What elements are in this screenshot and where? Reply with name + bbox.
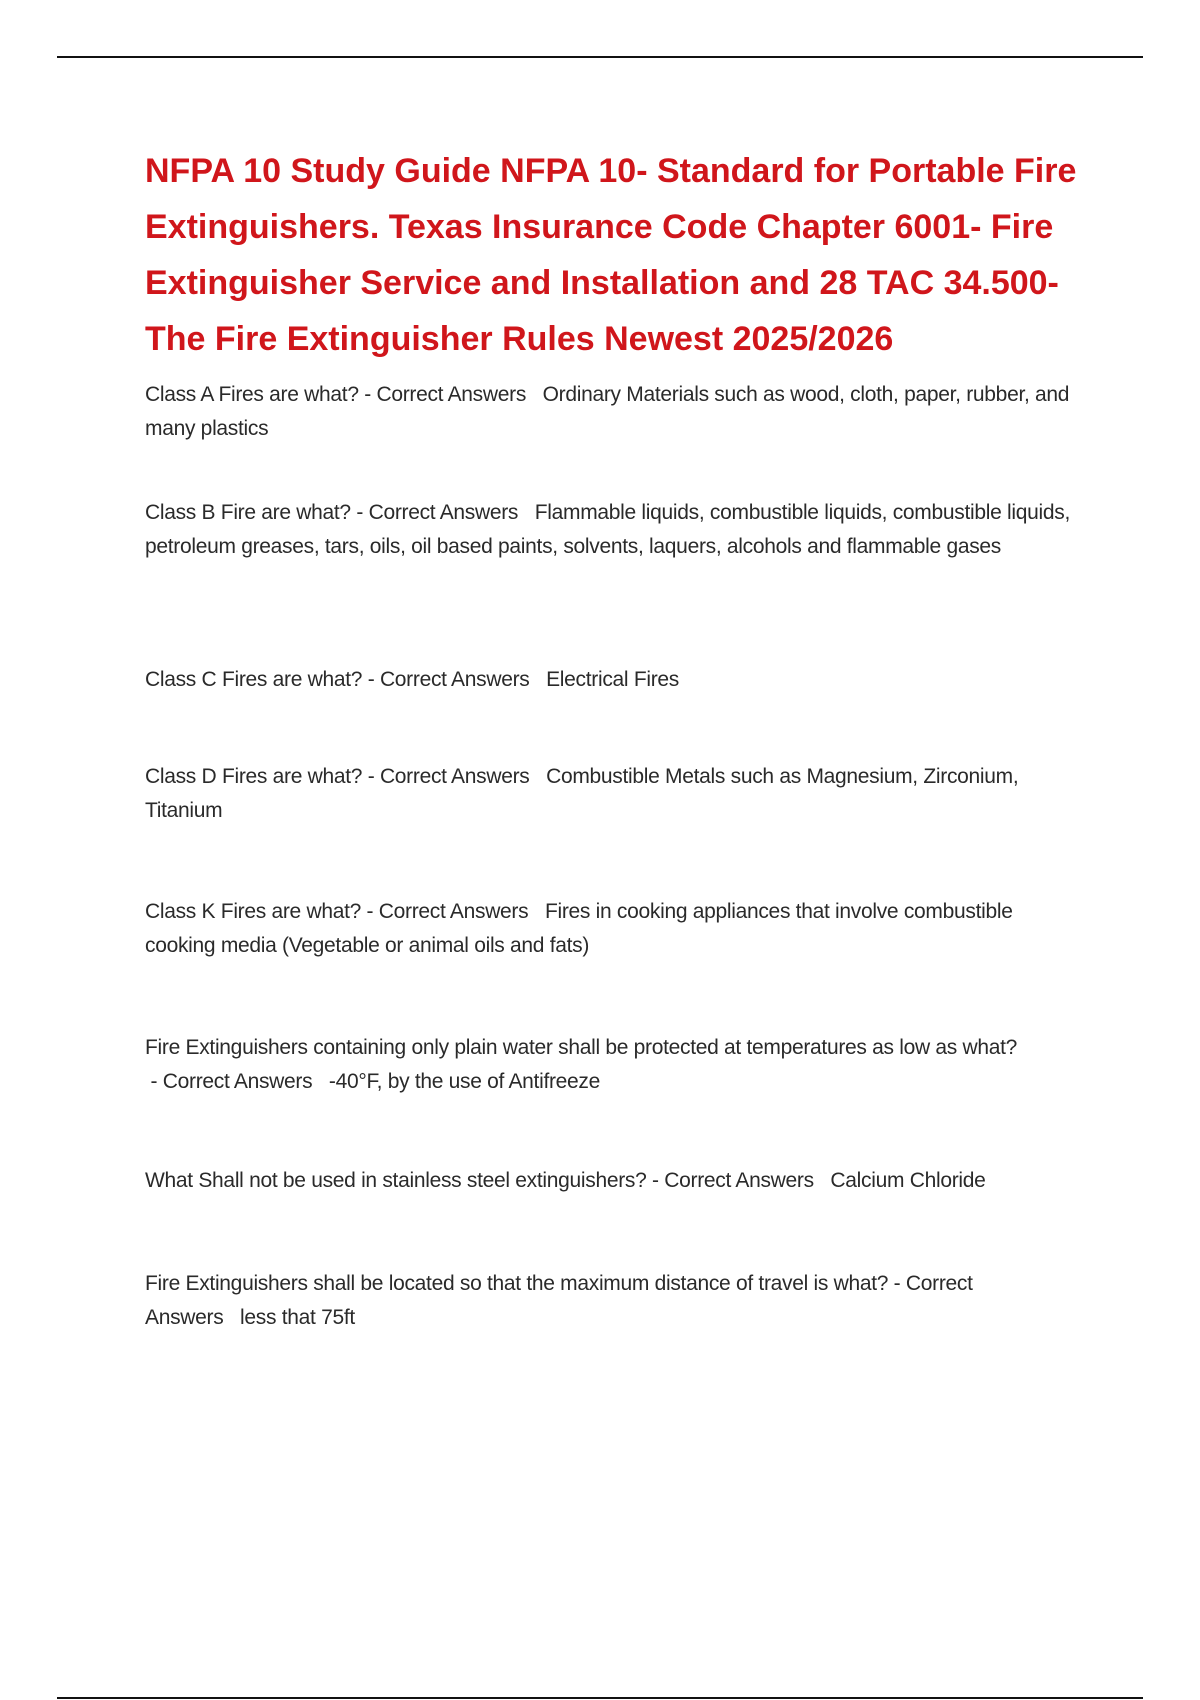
separator: - bbox=[350, 501, 369, 524]
answer-text: -40°F, by the use of Antifreeze bbox=[328, 1070, 601, 1093]
separator: - bbox=[145, 1070, 163, 1093]
document-title: NFPA 10 Study Guide NFPA 10- Standard for Portable Fire Extinguishers. Texas Insurance Code Chapter 6001- Fire Extinguisher Service and Installation and 28 TAC 34.500- The Fire Extinguisher Rules Newest 2025/2026 bbox=[145, 152, 1077, 358]
answer-label: Correct Answers bbox=[378, 900, 529, 923]
question-text: Fire Extinguishers containing only plain water shall be protected at temperatures as low as what? bbox=[145, 1036, 1018, 1059]
answer-text: Fires in cooking appliances that involve combustible cooking media (Vegetable or animal oils and fats) bbox=[145, 900, 1013, 957]
question-text: Class D Fires are what? bbox=[145, 765, 363, 788]
qa-item bbox=[145, 1031, 1085, 1099]
qa-item bbox=[145, 760, 1085, 828]
separator: - bbox=[362, 668, 380, 691]
bottom-rule bbox=[57, 1697, 1143, 1699]
question-text: Class A Fires are what? bbox=[145, 383, 359, 406]
answer-label: Correct Answers bbox=[379, 668, 530, 691]
answer-label: Correct Answers bbox=[162, 1070, 313, 1093]
separator: - bbox=[361, 900, 379, 923]
question-text: What Shall not be used in stainless steel extinguishers? bbox=[145, 1169, 647, 1192]
answer-label: Correct Answers bbox=[145, 1272, 973, 1329]
qa-item bbox=[145, 663, 1085, 697]
question-text: Class C Fires are what? bbox=[145, 668, 363, 691]
question-text: Fire Extinguishers shall be located so that the maximum distance of travel is what? bbox=[145, 1272, 889, 1295]
separator: - bbox=[888, 1272, 906, 1295]
answer-label: Correct Answers bbox=[379, 765, 530, 788]
document-body bbox=[145, 143, 1085, 1329]
qa-item bbox=[145, 895, 1085, 963]
answer-text: less that 75ft bbox=[240, 1306, 355, 1329]
qa-item bbox=[145, 1164, 1085, 1198]
answer-label: Correct Answers bbox=[368, 501, 519, 524]
answer-label: Correct Answers bbox=[664, 1169, 814, 1192]
qa-item bbox=[145, 496, 1085, 564]
separator: - bbox=[358, 383, 377, 406]
answer-label: Correct Answers bbox=[376, 383, 527, 406]
answer-text: Ordinary Materials such as wood, cloth, paper, rubber, and many plastics bbox=[145, 383, 1070, 440]
top-rule bbox=[57, 56, 1143, 58]
answer-text: Electrical Fires bbox=[546, 668, 679, 691]
qa-item bbox=[145, 1267, 1085, 1335]
answer-text: Calcium Chloride bbox=[830, 1169, 986, 1192]
answer-text: Flammable liquids, combustible liquids, combustible liquids, petroleum greases, tars, oils, oil based paints, solvents, laquers, alcohols and flammable gases bbox=[145, 501, 1070, 558]
question-text: Class B Fire are what? bbox=[145, 501, 351, 524]
qa-item bbox=[145, 378, 1085, 446]
question-text: Class K Fires are what? bbox=[145, 900, 362, 923]
separator: - bbox=[646, 1169, 665, 1192]
answer-text: Combustible Metals such as Magnesium, Zirconium, Titanium bbox=[145, 765, 1019, 822]
separator: - bbox=[362, 765, 380, 788]
